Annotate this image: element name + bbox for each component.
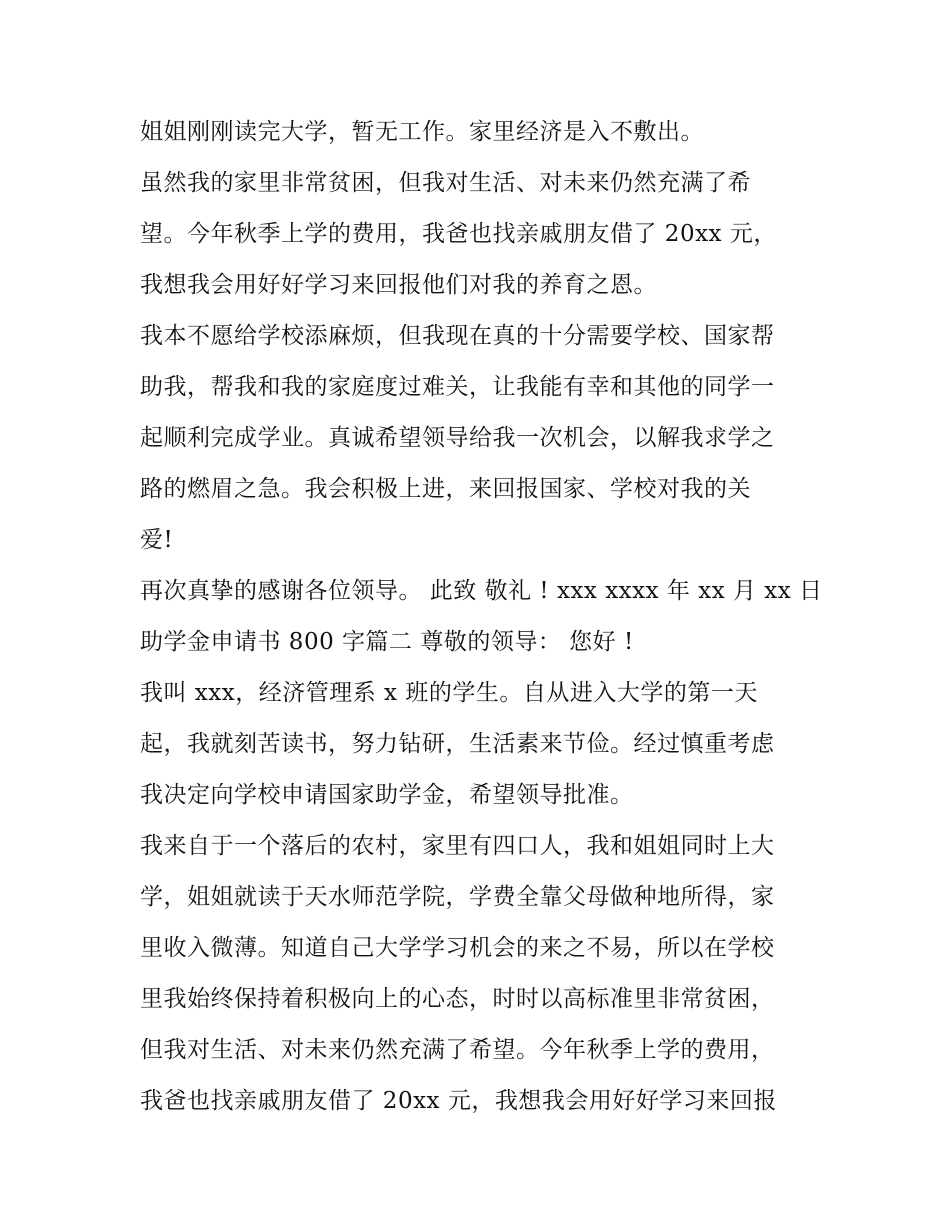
text-line: 助我，帮我和我的家庭度过难关，让我能有幸和其他的同学一 <box>140 374 775 400</box>
text-line: 里我始终保持着积极向上的心态，时时以高标准里非常贫困， <box>140 986 775 1012</box>
document-body <box>140 107 830 1127</box>
text-line: 姐姐刚刚读完大学，暂无工作。家里经济是入不敷出。 <box>140 119 704 145</box>
text-line: 再次真挚的感谢各位领导。 此致 敬礼 ! xxx xxxx 年 xx 月 xx 日 <box>140 578 823 604</box>
text-line: 我本不愿给学校添麻烦，但我现在真的十分需要学校、国家帮 <box>140 323 775 349</box>
text-line: 学，姐姐就读于天水师范学院，学费全靠父母做种地所得，家 <box>140 884 775 910</box>
text-line: 虽然我的家里非常贫困，但我对生活、对未来仍然充满了希 <box>140 170 751 196</box>
text-line: 我爸也找亲戚朋友借了 20xx 元，我想我会用好好学习来回报 <box>140 1088 777 1114</box>
text-line: 爱! <box>140 527 174 553</box>
text-line: 路的燃眉之急。我会积极上进，来回报国家、学校对我的关 <box>140 476 751 502</box>
text-line: 但我对生活、对未来仍然充满了希望。今年秋季上学的费用， <box>140 1037 775 1063</box>
text-line: 望。今年秋季上学的费用，我爸也找亲戚朋友借了 20xx 元， <box>140 221 777 247</box>
section-heading-line: 助学金申请书 800 字篇二 尊敬的领导： 您好 ! <box>140 629 634 655</box>
text-line: 我叫 xxx，经济管理系 x 班的学生。自从进入大学的第一天 <box>140 680 758 706</box>
text-line: 我来自于一个落后的农村，家里有四口人，我和姐姐同时上大 <box>140 833 775 859</box>
text-line: 我决定向学校申请国家助学金，希望领导批准。 <box>140 782 634 808</box>
text-line: 起，我就刻苦读书，努力钻研，生活素来节俭。经过慎重考虑 <box>140 731 775 757</box>
text-line: 起顺利完成学业。真诚希望领导给我一次机会，以解我求学之 <box>140 425 775 451</box>
text-line: 我想我会用好好学习来回报他们对我的养育之恩。 <box>140 272 657 298</box>
text-line: 里收入微薄。知道自己大学学习机会的来之不易，所以在学校 <box>140 935 775 961</box>
